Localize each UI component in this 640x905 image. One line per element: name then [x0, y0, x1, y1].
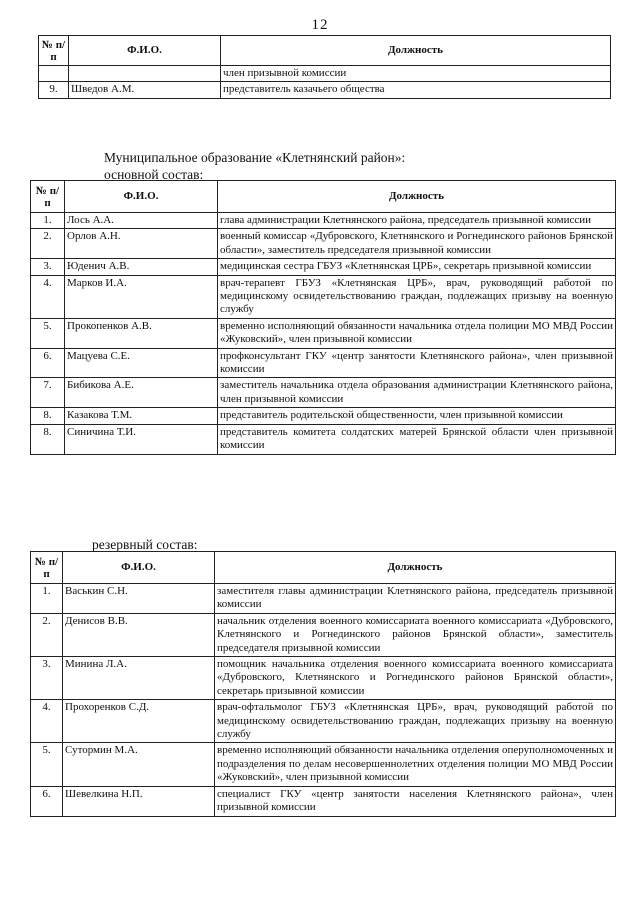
row-position: временно исполняющий обязанности начальника отдела полиции МО МВД России «Жуковский», член призывной комиссии	[218, 318, 616, 348]
header-position: Должность	[221, 36, 611, 66]
table-row	[31, 743, 616, 786]
row-number: 9.	[39, 82, 69, 98]
row-number: 8.	[31, 424, 65, 454]
row-name: Синичина Т.И.	[65, 424, 218, 454]
row-position: начальник отделения военного комиссариата военного комиссариата «Дубровского, Клетнянского и Рогнединского районов Брянской области», заместитель председателя призывной комиссии	[215, 613, 616, 656]
row-position: заместитель начальника отдела образования администрации Клетнянского района, член призывной комиссии	[218, 378, 616, 408]
row-name: Юденич А.В.	[65, 259, 218, 275]
table-row	[31, 786, 616, 816]
table-row	[31, 275, 616, 318]
header-name: Ф.И.О.	[69, 36, 221, 66]
table-row	[31, 229, 616, 259]
row-number: 1.	[31, 584, 63, 614]
table-header-row	[31, 181, 616, 213]
row-position: член призывной комиссии	[221, 66, 611, 82]
table-header-row	[39, 36, 611, 66]
row-position: врач-офтальмолог ГБУЗ «Клетнянская ЦРБ», врач, руководящий работой по медицинскому освидетельствованию граждан, подлежащих призыву на военную службу	[215, 700, 616, 743]
row-number: 4.	[31, 275, 65, 318]
row-number: 8.	[31, 408, 65, 424]
table-row	[39, 82, 611, 98]
row-number: 6.	[31, 348, 65, 378]
row-position: временно исполняющий обязанности начальника отделения оперуполномоченных и подразделения по делам несовершеннолетних отделения полиции МО МВД России «Жуковский», член призывной комиссии	[215, 743, 616, 786]
row-number: 1.	[31, 213, 65, 229]
row-position: помощник начальника отделения военного комиссариата военного комиссариата «Дубровского, Клетнянского и Рогнединского районов Брянской области», секретарь призывной комиссии	[215, 657, 616, 700]
section-title: Муниципальное образование «Клетнянский район»:	[104, 150, 406, 165]
row-number: 6.	[31, 786, 63, 816]
row-name: Казакова Т.М.	[65, 408, 218, 424]
row-name: Мацуева С.Е.	[65, 348, 218, 378]
table-row	[31, 213, 616, 229]
row-position: представитель комитета солдатских матерей Брянской области член призывной комиссии	[218, 424, 616, 454]
row-position: военный комиссар «Дубровского, Клетнянского и Рогнединского районов Брянской области», заместитель председателя призывной комиссии	[218, 229, 616, 259]
row-position: глава администрации Клетнянского района, председатель призывной комиссии	[218, 213, 616, 229]
row-position: представитель казачьего общества	[221, 82, 611, 98]
row-position: врач-терапевт ГБУЗ «Клетнянская ЦРБ», врач, руководящий работой по медицинскому освидетельствованию граждан, подлежащих призыву на военную службу	[218, 275, 616, 318]
row-name: Минина Л.А.	[63, 657, 215, 700]
row-name: Шевелкина Н.П.	[63, 786, 215, 816]
table-row	[39, 66, 611, 82]
row-position: профконсультант ГКУ «центр занятости Клетнянского района», член призывной комиссии	[218, 348, 616, 378]
row-number: 5.	[31, 318, 65, 348]
table-row	[31, 378, 616, 408]
row-number	[39, 66, 69, 82]
table-continuation	[38, 35, 611, 99]
row-name	[69, 66, 221, 82]
row-name: Денисов В.В.	[63, 613, 215, 656]
row-number: 4.	[31, 700, 63, 743]
row-name: Прокопенков А.В.	[65, 318, 218, 348]
header-name: Ф.И.О.	[65, 181, 218, 213]
row-name: Бибикова А.Е.	[65, 378, 218, 408]
row-name: Марков И.А.	[65, 275, 218, 318]
row-position: специалист ГКУ «центр занятости населения Клетнянского района», член призывной комиссии	[215, 786, 616, 816]
row-name: Васькин С.Н.	[63, 584, 215, 614]
table-row	[31, 408, 616, 424]
table-row	[31, 584, 616, 614]
row-name: Орлов А.Н.	[65, 229, 218, 259]
table-header-row	[31, 552, 616, 584]
table-row	[31, 348, 616, 378]
header-position: Должность	[218, 181, 616, 213]
table-row	[31, 259, 616, 275]
row-position: медицинская сестра ГБУЗ «Клетнянская ЦРБ», секретарь призывной комиссии	[218, 259, 616, 275]
table-row	[31, 657, 616, 700]
row-name: Сутормин М.А.	[63, 743, 215, 786]
table-row	[31, 424, 616, 454]
header-num: № п/п	[39, 36, 69, 66]
header-position: Должность	[215, 552, 616, 584]
row-name: Шведов А.М.	[69, 82, 221, 98]
row-number: 5.	[31, 743, 63, 786]
row-number: 3.	[31, 657, 63, 700]
header-name: Ф.И.О.	[63, 552, 215, 584]
row-number: 3.	[31, 259, 65, 275]
table-reserve-composition	[30, 551, 616, 817]
table-row	[31, 700, 616, 743]
row-name: Прохоренков С.Д.	[63, 700, 215, 743]
main-composition-label: основной состав:	[104, 167, 204, 182]
row-position: заместителя главы администрации Клетнянского района, председатель призывной комиссии	[215, 584, 616, 614]
row-number: 7.	[31, 378, 65, 408]
row-position: представитель родительской общественности, член призывной комиссии	[218, 408, 616, 424]
table-main-composition	[30, 180, 616, 455]
row-number: 2.	[31, 229, 65, 259]
header-num: № п/п	[31, 552, 63, 584]
table-row	[31, 318, 616, 348]
header-num: № п/п	[31, 181, 65, 213]
row-name: Лось А.А.	[65, 213, 218, 229]
row-number: 2.	[31, 613, 63, 656]
table-row	[31, 613, 616, 656]
page-number: 12	[311, 17, 329, 33]
reserve-composition-label: резервный состав:	[92, 537, 198, 552]
